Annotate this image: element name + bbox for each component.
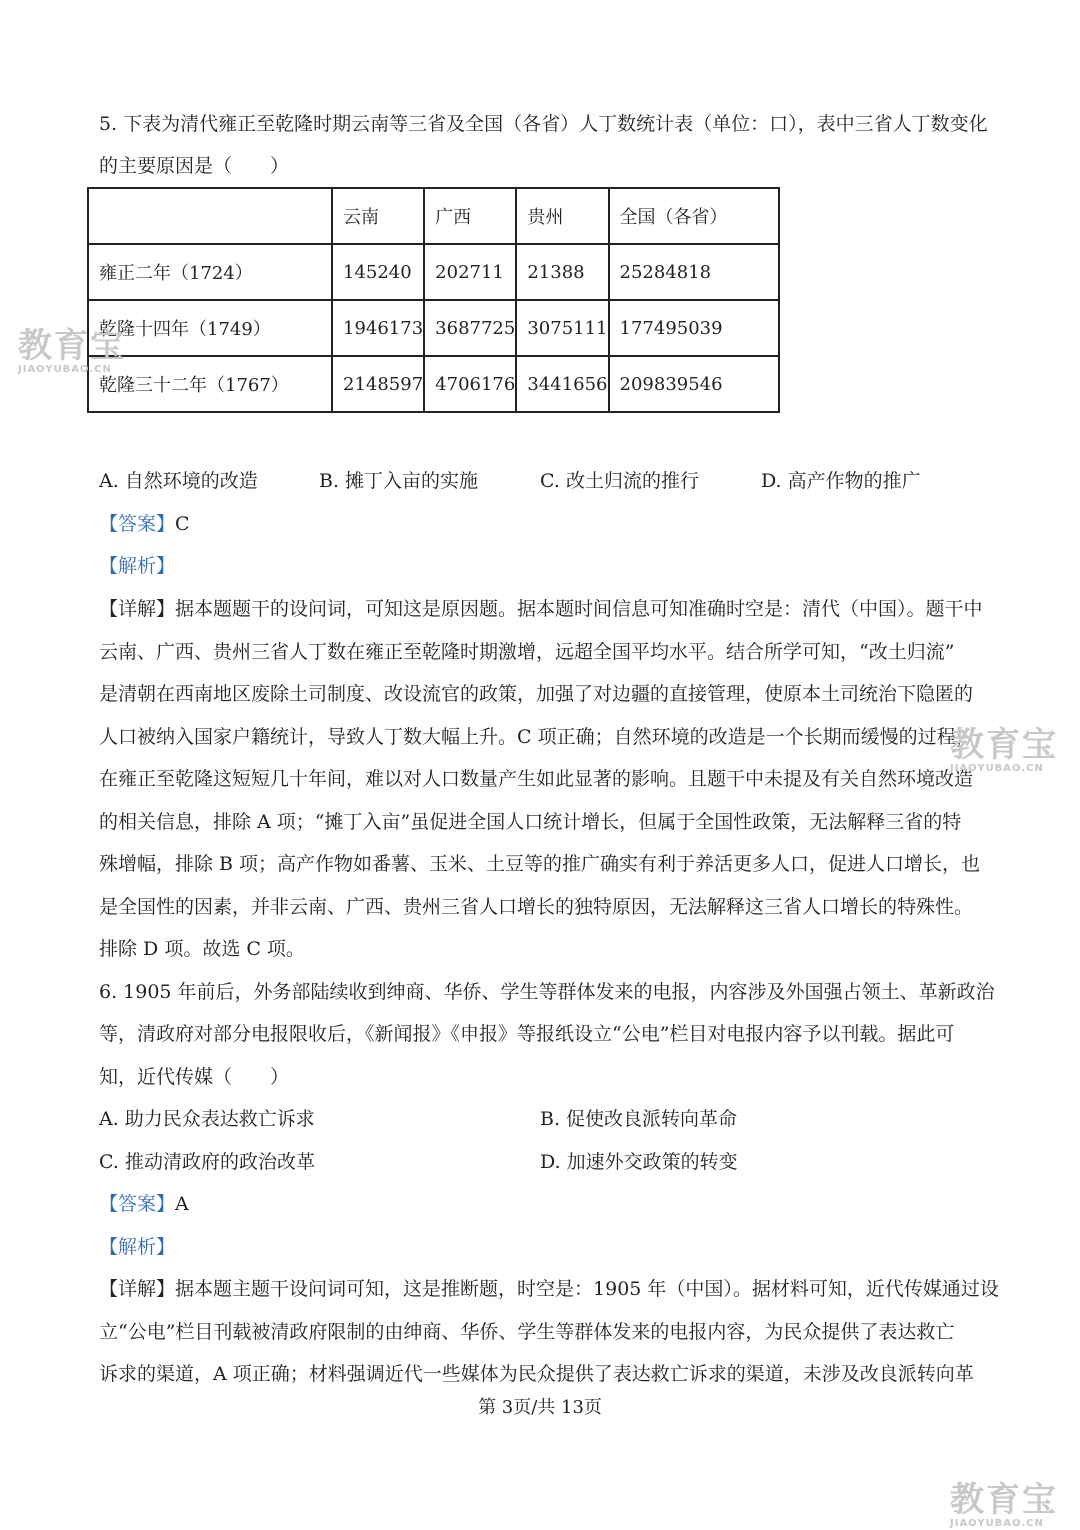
table-cell: 2148597 xyxy=(332,356,424,412)
q6-stem-line: 6. 1905 年前后，外务部陆续收到绅商、华侨、学生等群体发来的电报，内容涉及外国强占领土、革新政治 xyxy=(99,981,995,1003)
q5-option-c: C. 改土归流的推行 xyxy=(540,470,699,492)
table-cell: 乾隆三十二年（1767） xyxy=(88,356,332,412)
table-cell: 乾隆十四年（1749） xyxy=(88,300,332,356)
table-cell: 1946173 xyxy=(332,300,424,356)
table-row xyxy=(88,356,779,412)
q5-detail-line: 云南、广西、贵州三省人丁数在雍正至乾隆时期激增，远超全国平均水平。结合所学可知，“改土归流” xyxy=(99,641,955,663)
q5-option-d: D. 高产作物的推广 xyxy=(761,470,921,492)
detail-label: 【详解】 xyxy=(99,1278,176,1300)
table-cell: 202711 xyxy=(424,244,516,300)
watermark-logo xyxy=(950,727,1058,775)
q5-detail-line: 是全国性的因素，并非云南、广西、贵州三省人口增长的独特原因，无法解释这三省人口增长的特殊性。 xyxy=(99,896,974,918)
q6-option-d: D. 加速外交政策的转变 xyxy=(540,1151,738,1173)
table-row xyxy=(88,244,779,300)
table-cell: 4706176 xyxy=(424,356,516,412)
q6-answer-row xyxy=(99,1192,189,1216)
watermark-main-text: 教育宝 xyxy=(18,326,126,366)
table-cell: 3075111 xyxy=(516,300,608,356)
table-cell: 雍正二年（1724） xyxy=(88,244,332,300)
q5-detail-line: 排除 D 项。故选 C 项。 xyxy=(99,938,305,960)
q5-stem-line1: 5. 下表为清代雍正至乾隆时期云南等三省及全国（各省）人丁数统计表（单位：口），表中三省人丁数变化 xyxy=(99,113,988,135)
q6-option-a: A. 助力民众表达救亡诉求 xyxy=(99,1108,315,1130)
table-header-cell: 云南 xyxy=(332,188,424,244)
q5-detail-line: 殊增幅，排除 B 项；高产作物如番薯、玉米、土豆等的推广确实有利于养活更多人口，促进人口增长，也 xyxy=(99,853,981,875)
table-row xyxy=(88,300,779,356)
watermark-logo xyxy=(950,1482,1058,1530)
q5-stem-line2: 的主要原因是（ ） xyxy=(99,155,290,177)
q6-detail-line: 诉求的渠道，A 项正确；材料强调近代一些媒体为民众提供了表达救亡诉求的渠道，未涉及改良派转向革 xyxy=(99,1363,974,1385)
q6-option-c: C. 推动清政府的政治改革 xyxy=(99,1151,315,1173)
q5-option-a: A. 自然环境的改造 xyxy=(99,470,258,492)
q6-detail-line xyxy=(99,1277,999,1301)
q6-stem-line: 等，清政府对部分电报限收后，《新闻报》《申报》等报纸设立“公电”栏目对电报内容予以刊载。据此可 xyxy=(99,1023,955,1045)
q5-detail-line xyxy=(99,597,983,621)
watermark-sub-text: JIAOYUBAO.CN xyxy=(950,1518,1044,1529)
watermark-main-text: 教育宝 xyxy=(950,1480,1058,1520)
q5-detail-line: 在雍正至乾隆这短短几十年间，难以对人口数量产生如此显著的影响。且题干中未提及有关自然环境改造 xyxy=(99,768,974,790)
table-header-cell: 贵州 xyxy=(516,188,608,244)
table-header-cell: 广西 xyxy=(424,188,516,244)
q5-option-b: B. 摊丁入亩的实施 xyxy=(319,470,479,492)
q6-stem-line: 知，近代传媒（ ） xyxy=(99,1066,290,1088)
population-table xyxy=(87,187,780,413)
q6-analysis-label: 【解析】 xyxy=(99,1236,176,1258)
answer-label: 【答案】 xyxy=(99,1193,176,1215)
table-cell: 209839546 xyxy=(609,356,779,412)
q5-analysis-label: 【解析】 xyxy=(99,555,176,577)
q5-detail-line: 的相关信息，排除 A 项；“摊丁入亩”虽促进全国人口统计增长，但属于全国性政策，无法解释三省的特 xyxy=(99,811,962,833)
answer-value: C xyxy=(175,513,190,535)
answer-label: 【答案】 xyxy=(99,513,176,535)
q5-detail-line: 人口被纳入国家户籍统计，导致人丁数大幅上升。C 项正确；自然环境的改造是一个长期而缓慢的过程， xyxy=(99,726,975,748)
q6-detail-line: 立“公电”栏目刊载被清政府限制的由绅商、华侨、学生等群体发来的电报内容，为民众提供了表达救亡 xyxy=(99,1321,955,1343)
detail-text: 据本题题干的设问词，可知这是原因题。据本题时间信息可知准确时空是：清代（中国）。题干中 xyxy=(175,598,983,620)
table-cell: 3441656 xyxy=(516,356,608,412)
table-cell: 145240 xyxy=(332,244,424,300)
answer-value: A xyxy=(175,1193,189,1215)
q5-answer-row xyxy=(99,512,190,536)
table-cell: 21388 xyxy=(516,244,608,300)
q5-detail-line: 是清朝在西南地区废除土司制度、改设流官的政策，加强了对边疆的直接管理，使原本土司统治下隐匿的 xyxy=(99,683,974,705)
table-cell: 177495039 xyxy=(609,300,779,356)
watermark-main-text: 教育宝 xyxy=(950,725,1058,765)
detail-label: 【详解】 xyxy=(99,598,176,620)
table-header-cell: 全国（各省） xyxy=(609,188,779,244)
table-header-cell xyxy=(88,188,332,244)
table-cell: 3687725 xyxy=(424,300,516,356)
table-cell: 25284818 xyxy=(609,244,779,300)
watermark-sub-text: JIAOYUBAO.CN xyxy=(950,763,1044,774)
detail-text: 据本题主题干设问词可知，这是推断题，时空是：1905 年（中国）。据材料可知，近代传媒通过设 xyxy=(175,1278,999,1300)
watermark-logo xyxy=(18,328,126,376)
watermark-sub-text: JIAOYUBAO.CN xyxy=(18,364,112,375)
table-header-row xyxy=(88,188,779,244)
page-footer: 第 3页/共 13页 xyxy=(478,1397,602,1418)
q6-option-b: B. 促使改良派转向革命 xyxy=(540,1108,738,1130)
